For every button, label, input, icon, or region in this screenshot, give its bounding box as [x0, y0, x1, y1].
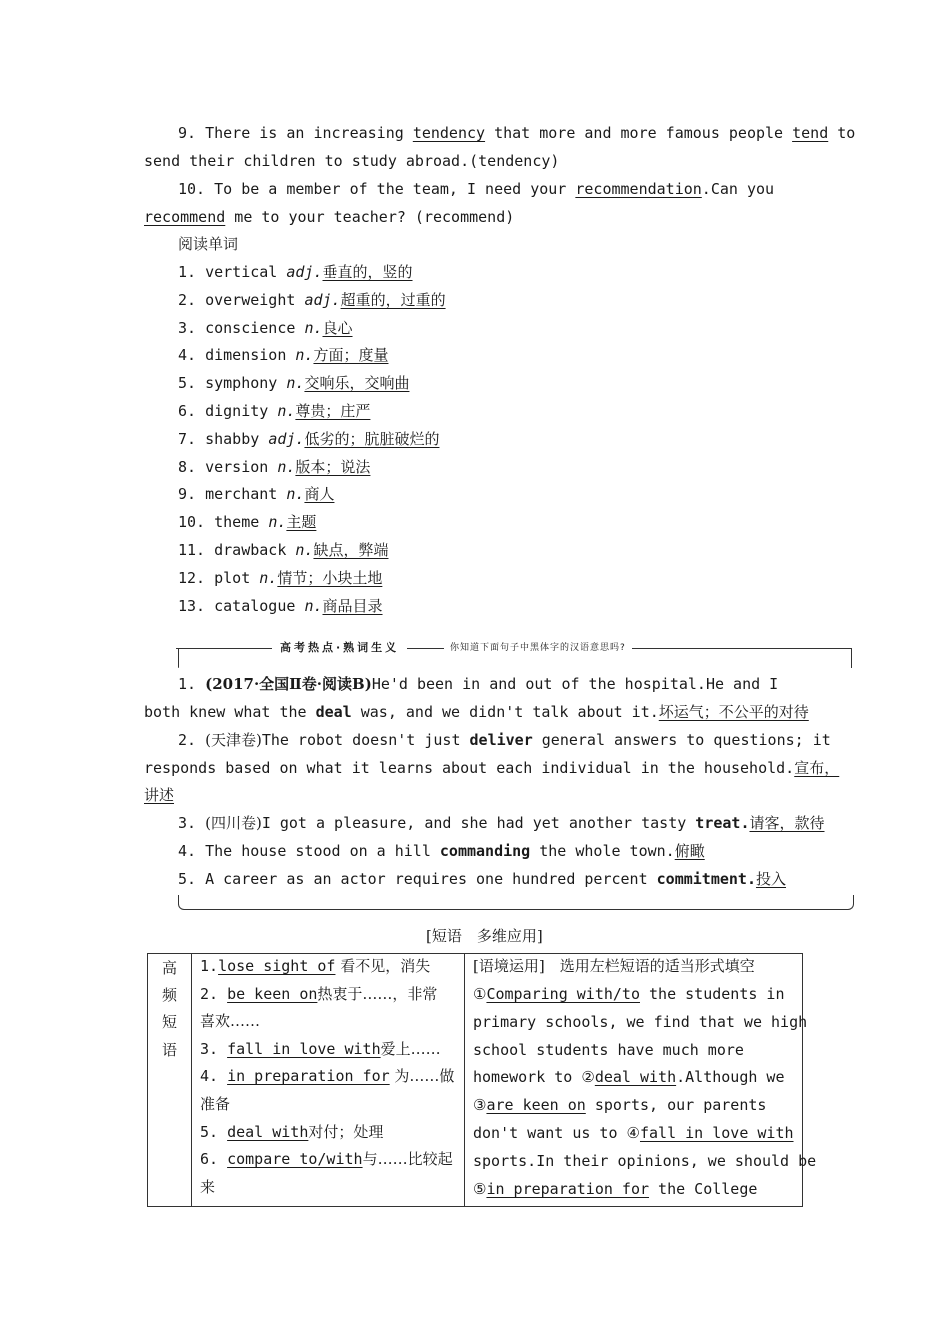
vocab-pos: n. — [295, 541, 314, 559]
vocab-number: 9. — [178, 485, 197, 504]
vocab-meaning: 尊贵；庄严 — [295, 402, 371, 420]
vocab-item — [178, 291, 446, 309]
hot-sentence-5 — [178, 870, 786, 888]
vocab-word: version — [205, 457, 269, 476]
answer-tendency: tendency — [412, 124, 486, 142]
usage-line — [473, 985, 784, 1003]
hot-sentence-2-line-3 — [144, 786, 174, 804]
phrase-number: 4. — [200, 1067, 228, 1086]
phrase-meaning: 爱上…… — [380, 1039, 441, 1058]
vocab-item — [178, 597, 383, 615]
bold-word-deal: deal — [315, 703, 352, 721]
vocab-meaning: 超重的，过重的 — [340, 290, 446, 309]
phrase-number: 2. — [200, 984, 228, 1003]
text: me to your teacher? (recommend) — [225, 208, 515, 226]
phrase-answer: fall in love with — [227, 1039, 381, 1058]
text: 9. There is an increasing — [178, 124, 413, 142]
vocab-meaning: 版本；说法 — [295, 457, 371, 476]
phrase-answer: lose sight of — [218, 957, 336, 975]
text: He'd been in and out of the hospital.He and I — [371, 675, 779, 693]
answer-tend: tend — [792, 124, 829, 142]
phrase-line — [200, 1040, 441, 1058]
hot-topic-banner — [176, 626, 852, 668]
vocab-pos: n. — [259, 568, 278, 587]
text: responds based on what it learns about each individual in the household. — [144, 759, 795, 777]
side-char: 频 — [162, 986, 178, 1004]
vocab-number: 3. — [178, 318, 197, 337]
vocab-word: drawback — [214, 541, 287, 559]
vocab-meaning: 缺点，弊端 — [313, 541, 389, 559]
source-tag: (四川卷) — [205, 814, 262, 832]
vocab-pos: adj. — [268, 429, 305, 448]
phrase-answer: compare to/with — [227, 1150, 363, 1169]
usage-line — [473, 1180, 757, 1198]
answer-blank: are keen on — [486, 1096, 586, 1114]
vocab-item — [178, 569, 382, 587]
vocab-number: 1. — [178, 263, 197, 281]
phrase-line — [200, 1012, 260, 1030]
vocab-word: overweight — [205, 290, 296, 309]
item-number: 3. — [178, 814, 197, 832]
vocab-number: 11. — [178, 541, 206, 559]
sentence-10-line-2 — [144, 208, 514, 226]
text: 4. The house stood on a hill — [178, 842, 440, 860]
text: general answers to questions; it — [532, 731, 831, 749]
item-number: 2. — [178, 731, 197, 749]
hot-sentence-3 — [178, 814, 825, 832]
answer-recommend: recommend — [144, 208, 226, 226]
circled-number: ③ — [473, 1096, 487, 1114]
hot-sentence-2-line-2 — [144, 759, 839, 777]
usage-line: primary schools, we find that we high — [473, 1013, 808, 1031]
phrase-number: 3. — [200, 1039, 228, 1058]
answer-blank: deal with — [594, 1068, 677, 1086]
vocab-meaning: 交响乐，交响曲 — [304, 374, 410, 393]
vocab-number: 13. — [178, 596, 206, 615]
hot-sentence-4 — [178, 842, 705, 860]
circled-number: ⑤ — [473, 1180, 487, 1198]
text: I got a pleasure, and she had yet another tasty — [261, 814, 696, 832]
text: that more and more famous people — [485, 124, 793, 142]
vocab-meaning: 良心 — [322, 318, 353, 337]
bold-word-commanding: commanding — [439, 842, 531, 860]
vocab-word: merchant — [205, 485, 278, 504]
vocab-pos: n. — [286, 485, 305, 504]
vocab-number: 4. — [178, 346, 197, 365]
vocab-pos: n. — [304, 318, 323, 337]
vocab-item — [178, 541, 388, 559]
usage-line: sports.In their opinions, we should be — [473, 1152, 817, 1170]
phrase-line — [200, 985, 437, 1003]
phrase-line — [200, 1095, 230, 1113]
vocab-item — [178, 513, 316, 531]
vocab-item — [178, 346, 388, 364]
phrase-meaning: 准备 — [200, 1095, 231, 1113]
vocab-pos: n. — [277, 402, 296, 420]
usage-heading: [语境运用] 选用左栏短语的适当形式填空 — [473, 957, 755, 975]
text: 10. To be a member of the team, I need your — [178, 180, 576, 198]
answer-meaning: 俯瞰 — [674, 842, 705, 860]
bold-word-treat: treat. — [695, 814, 750, 832]
phrase-line — [200, 1123, 383, 1141]
table-side-header — [148, 954, 192, 1206]
phrase-number: 6. — [200, 1150, 228, 1169]
text: sports, our parents — [585, 1096, 767, 1114]
text: 5. A career as an actor requires one hundred percent — [178, 870, 657, 888]
vocab-word: conscience — [205, 318, 296, 337]
source-tag: (2017·全国Ⅱ卷·阅读B) — [205, 675, 372, 693]
vocab-item — [178, 458, 370, 476]
vocab-pos: n. — [268, 513, 287, 532]
side-char: 短 — [162, 1013, 178, 1031]
phrase-number: 5. — [200, 1122, 228, 1141]
vocab-number: 6. — [178, 402, 197, 420]
circled-number: ① — [473, 985, 487, 1003]
phrase-line — [200, 1178, 215, 1196]
vocab-pos: n. — [304, 596, 323, 615]
vocab-item — [178, 485, 334, 503]
phrase-section-title: [短语 多维应用] — [426, 927, 543, 945]
vocab-meaning: 主题 — [286, 513, 317, 532]
answer-recommendation: recommendation — [575, 180, 702, 198]
phrase-meaning: 热衷于……，非常 — [317, 984, 438, 1003]
answer-blank: fall in love with — [639, 1124, 794, 1142]
vocab-meaning: 情节；小块土地 — [277, 568, 383, 587]
phrase-line — [200, 1150, 453, 1168]
vocab-word: vertical — [205, 263, 278, 281]
side-char: 高 — [162, 959, 178, 977]
usage-line — [473, 1068, 784, 1086]
vocab-meaning: 低劣的；肮脏破烂的 — [304, 429, 440, 448]
vocab-number: 10. — [178, 513, 206, 532]
phrase-line — [200, 957, 430, 975]
answer-meaning: 坏运气；不公平的对待 — [658, 703, 809, 721]
vocab-word: shabby — [205, 429, 260, 448]
usage-line — [473, 1096, 766, 1114]
vocab-pos: adj. — [304, 290, 341, 309]
phrase-list-cell — [192, 954, 465, 1206]
phrase-answer: deal with — [227, 1122, 309, 1141]
hot-sentence-2-line-1 — [178, 731, 831, 749]
vocab-item — [178, 374, 409, 392]
hot-sentence-1-line-2 — [144, 703, 809, 721]
phrase-meaning: 对付；处理 — [308, 1122, 384, 1141]
answer-meaning: 讲述 — [144, 786, 175, 804]
bold-word-deliver: deliver — [469, 731, 533, 749]
phrase-meaning: 与……比较起 — [362, 1150, 453, 1169]
answer-blank: in preparation for — [486, 1180, 650, 1198]
text: homework to ② — [473, 1068, 595, 1086]
text: both knew what the — [144, 703, 316, 721]
banner-title: 高考热点·熟词生义 — [272, 639, 407, 655]
vocab-meaning: 垂直的，竖的 — [322, 263, 413, 281]
phrase-answer: be keen on — [227, 984, 318, 1003]
vocab-word: dignity — [205, 402, 269, 420]
text: the College — [649, 1180, 758, 1198]
text: .Can you — [701, 180, 775, 198]
sentence-9-line-1 — [178, 124, 855, 142]
usage-cell — [465, 954, 817, 1206]
vocab-pos: n. — [295, 346, 314, 365]
phrase-answer: in preparation for — [227, 1067, 390, 1086]
source-tag: (天津卷) — [205, 731, 262, 749]
vocab-word: plot — [214, 568, 251, 587]
hot-topic-bottom-bracket — [178, 895, 854, 910]
phrase-number: 1. — [200, 957, 219, 975]
vocab-number: 5. — [178, 374, 197, 393]
hot-sentence-1-line-1 — [178, 675, 778, 693]
vocab-word: symphony — [205, 374, 278, 393]
vocab-word: dimension — [205, 346, 287, 365]
bold-word-commitment: commitment. — [656, 870, 756, 888]
banner-left-bracket — [178, 648, 179, 668]
answer-blank: Comparing with/to — [486, 985, 640, 1003]
banner-hint: 你知道下面句子中黑体字的汉语意思吗? — [444, 640, 632, 653]
vocab-pos: adj. — [286, 263, 323, 281]
item-number: 1. — [178, 675, 197, 693]
phrase-meaning: 来 — [200, 1177, 216, 1196]
text: was, and we didn't talk about it. — [351, 703, 659, 721]
vocab-number: 2. — [178, 290, 197, 309]
banner-right-bracket — [851, 648, 852, 668]
text: the whole town. — [530, 842, 675, 860]
vocab-word: theme — [214, 513, 260, 532]
sentence-10-line-1 — [178, 180, 774, 198]
vocab-item — [178, 430, 439, 448]
vocab-number: 8. — [178, 457, 197, 476]
vocab-item — [178, 319, 353, 337]
vocab-pos: n. — [277, 457, 296, 476]
usage-line: school students have much more — [473, 1041, 744, 1059]
vocab-meaning: 商品目录 — [322, 596, 383, 615]
side-char: 语 — [162, 1041, 178, 1059]
text: .Although we — [676, 1068, 785, 1086]
text: the students in — [639, 985, 785, 1003]
usage-line — [473, 1124, 794, 1142]
vocab-item — [178, 402, 370, 420]
vocab-meaning: 商人 — [304, 485, 335, 504]
phrase-meaning: 为……做 — [389, 1067, 455, 1086]
vocab-pos: n. — [286, 374, 305, 393]
answer-meaning: 请客，款待 — [749, 814, 825, 832]
vocab-number: 7. — [178, 429, 197, 448]
vocab-meaning: 方面；度量 — [313, 346, 389, 365]
text: to — [828, 124, 856, 142]
answer-meaning: 投入 — [755, 870, 786, 888]
vocab-number: 12. — [178, 568, 206, 587]
sentence-9-line-2: send their children to study abroad.(tendency) — [144, 152, 560, 170]
text: The robot doesn't just — [261, 731, 470, 749]
reading-vocab-heading: 阅读单词 — [178, 235, 239, 253]
answer-meaning: 宣布， — [794, 759, 840, 777]
vocab-item — [178, 263, 413, 281]
phrase-meaning: 喜欢…… — [200, 1012, 261, 1031]
phrase-line — [200, 1067, 454, 1085]
phrase-meaning: 看不见，消失 — [335, 957, 431, 975]
phrase-table — [147, 953, 817, 1207]
text: don't want us to ④ — [473, 1124, 640, 1142]
vocab-word: catalogue — [214, 596, 296, 615]
